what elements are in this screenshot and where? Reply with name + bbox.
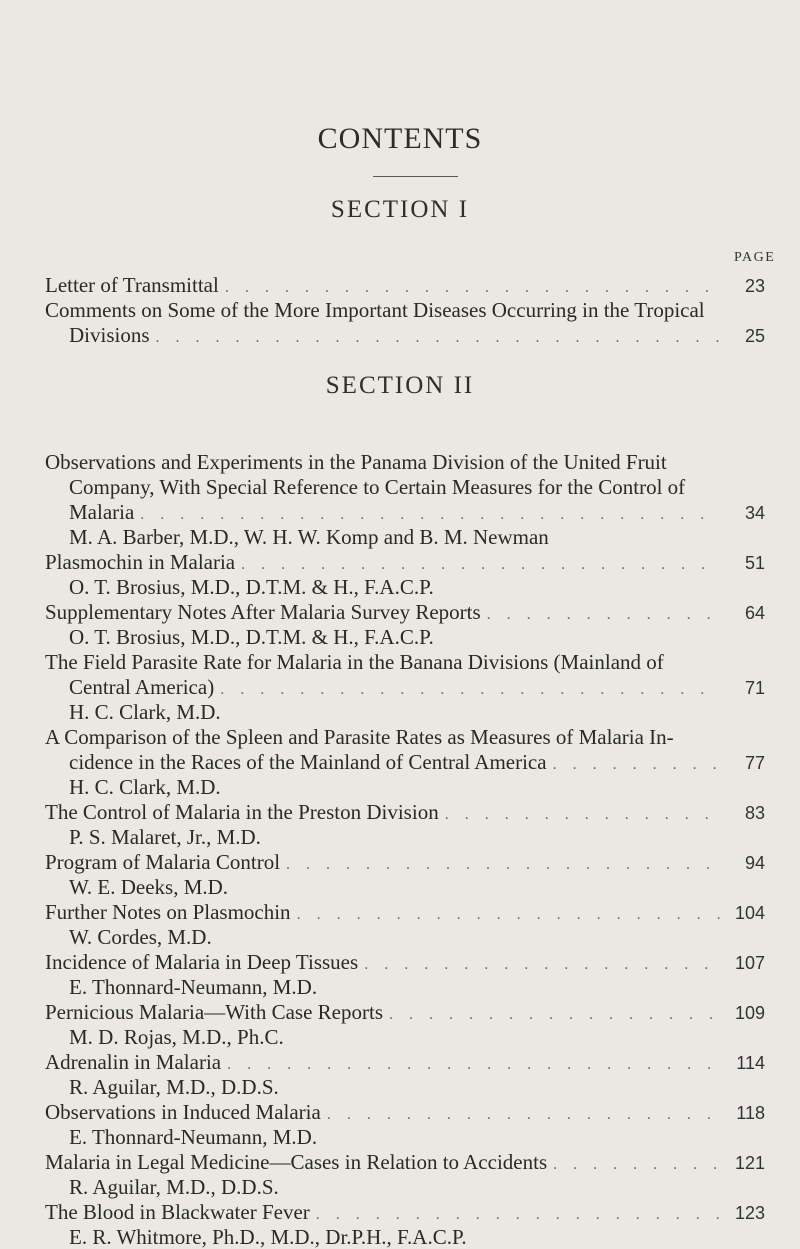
entry-author: O. T. Brosius, M.D., D.T.M. & H., F.A.C.P. xyxy=(69,625,434,649)
entry-page: 83 xyxy=(744,803,765,823)
toc-entry[interactable] xyxy=(45,1152,765,1173)
entry-author: W. E. Deeks, M.D. xyxy=(69,875,229,899)
toc-entry[interactable] xyxy=(45,802,765,823)
toc-entry[interactable] xyxy=(45,552,765,573)
dot-leader xyxy=(310,1207,721,1223)
entry-title: A Comparison of the Spleen and Parasite Rates as Measures of Malaria In- xyxy=(45,725,674,749)
toc-entry[interactable] xyxy=(45,300,765,346)
toc-entry[interactable] xyxy=(45,852,765,873)
entry-title: Observations in Induced Malaria xyxy=(45,1100,321,1124)
dot-leader xyxy=(235,557,721,573)
dot-leader xyxy=(547,757,721,773)
title-rule xyxy=(373,176,458,177)
entry-author: H. C. Clark, M.D. xyxy=(69,700,221,724)
entry-page: 104 xyxy=(734,903,765,923)
toc-entry[interactable] xyxy=(45,1002,765,1023)
entry-author: R. Aguilar, M.D., D.D.S. xyxy=(69,1175,279,1199)
entry-author: E. Thonnard-Neumann, M.D. xyxy=(69,1125,318,1149)
entry-title: Letter of Transmittal xyxy=(45,273,219,297)
page-column-label: PAGE xyxy=(734,250,776,265)
entry-title-continued: Malaria xyxy=(69,500,135,524)
toc-entry[interactable] xyxy=(45,902,765,923)
entry-title: Incidence of Malaria in Deep Tissues xyxy=(45,950,359,974)
entry-page: 114 xyxy=(736,1053,765,1073)
section-heading-1: SECTION I xyxy=(330,196,470,223)
entry-title: Comments on Some of the More Important Diseases Occurring in the Tropical xyxy=(45,298,705,322)
entry-title: The Field Parasite Rate for Malaria in the Banana Divisions (Mainland of xyxy=(45,650,664,674)
entry-page: 94 xyxy=(744,853,765,873)
dot-leader xyxy=(150,330,721,346)
entry-title: Adrenalin in Malaria xyxy=(45,1050,222,1074)
entry-page: 109 xyxy=(734,1003,765,1023)
toc-entry[interactable] xyxy=(45,602,765,623)
entry-title: The Blood in Blackwater Fever xyxy=(45,1200,310,1224)
entry-page: 107 xyxy=(734,953,765,973)
dot-leader xyxy=(439,807,721,823)
entry-page: 25 xyxy=(744,326,765,346)
dot-leader xyxy=(321,1107,721,1123)
entry-page: 123 xyxy=(734,1203,765,1223)
dot-leader xyxy=(219,280,721,296)
entry-title: The Control of Malaria in the Preston Division xyxy=(45,800,439,824)
entry-author: W. Cordes, M.D. xyxy=(69,925,212,949)
entry-page: 23 xyxy=(744,276,765,296)
entry-title: Plasmochin in Malaria xyxy=(45,550,236,574)
dot-leader xyxy=(280,857,721,873)
toc-entry[interactable] xyxy=(45,452,765,523)
entry-author: E. Thonnard-Neumann, M.D. xyxy=(69,975,318,999)
entry-author: O. T. Brosius, M.D., D.T.M. & H., F.A.C.P. xyxy=(69,575,434,599)
dot-leader xyxy=(547,1157,721,1173)
entry-page: 34 xyxy=(744,503,765,523)
entry-title-continued: Divisions xyxy=(69,323,150,347)
dot-leader xyxy=(221,1057,721,1073)
dot-leader xyxy=(383,1007,721,1023)
entry-page: 77 xyxy=(744,753,765,773)
entry-page: 71 xyxy=(744,678,765,698)
dot-leader xyxy=(214,682,721,698)
toc-entry[interactable] xyxy=(45,275,765,296)
entry-title: Observations and Experiments in the Panama Division of the United Fruit xyxy=(45,450,667,474)
toc-entry[interactable] xyxy=(45,1202,765,1223)
toc-entry[interactable] xyxy=(45,952,765,973)
entry-author: H. C. Clark, M.D. xyxy=(69,775,221,799)
entry-page: 64 xyxy=(744,603,765,623)
entry-title-continued: cidence in the Races of the Mainland of Central America xyxy=(69,750,547,774)
entry-page: 118 xyxy=(736,1103,765,1123)
entry-title: Program of Malaria Control xyxy=(45,850,281,874)
page-title: CONTENTS xyxy=(317,122,483,155)
entry-title: Further Notes on Plasmochin xyxy=(45,900,291,924)
entry-page: 51 xyxy=(744,553,765,573)
toc-entry[interactable] xyxy=(45,727,765,773)
entry-author: P. S. Malaret, Jr., M.D. xyxy=(69,825,261,849)
entry-title-continued: Company, With Special Reference to Certain Measures for the Control of xyxy=(69,475,686,499)
entry-title: Supplementary Notes After Malaria Survey Reports xyxy=(45,600,481,624)
entry-author: M. A. Barber, M.D., W. H. W. Komp and B. M. Newman xyxy=(69,525,549,549)
dot-leader xyxy=(134,507,721,523)
dot-leader xyxy=(358,957,721,973)
toc-entry[interactable] xyxy=(45,1102,765,1123)
dot-leader xyxy=(291,907,721,923)
entry-author: E. R. Whitmore, Ph.D., M.D., Dr.P.H., F.A.C.P. xyxy=(69,1225,467,1249)
entry-title: Pernicious Malaria—With Case Reports xyxy=(45,1000,383,1024)
toc-entry[interactable] xyxy=(45,1052,765,1073)
entry-author: M. D. Rojas, M.D., Ph.C. xyxy=(69,1025,284,1049)
entry-title: Malaria in Legal Medicine—Cases in Relation to Accidents xyxy=(45,1150,548,1174)
toc-entry[interactable] xyxy=(45,652,765,698)
section-heading-2: SECTION II xyxy=(325,372,475,399)
dot-leader xyxy=(481,607,721,623)
entry-title-continued: Central America) xyxy=(69,675,215,699)
entry-page: 121 xyxy=(734,1153,765,1173)
entry-author: R. Aguilar, M.D., D.D.S. xyxy=(69,1075,279,1099)
